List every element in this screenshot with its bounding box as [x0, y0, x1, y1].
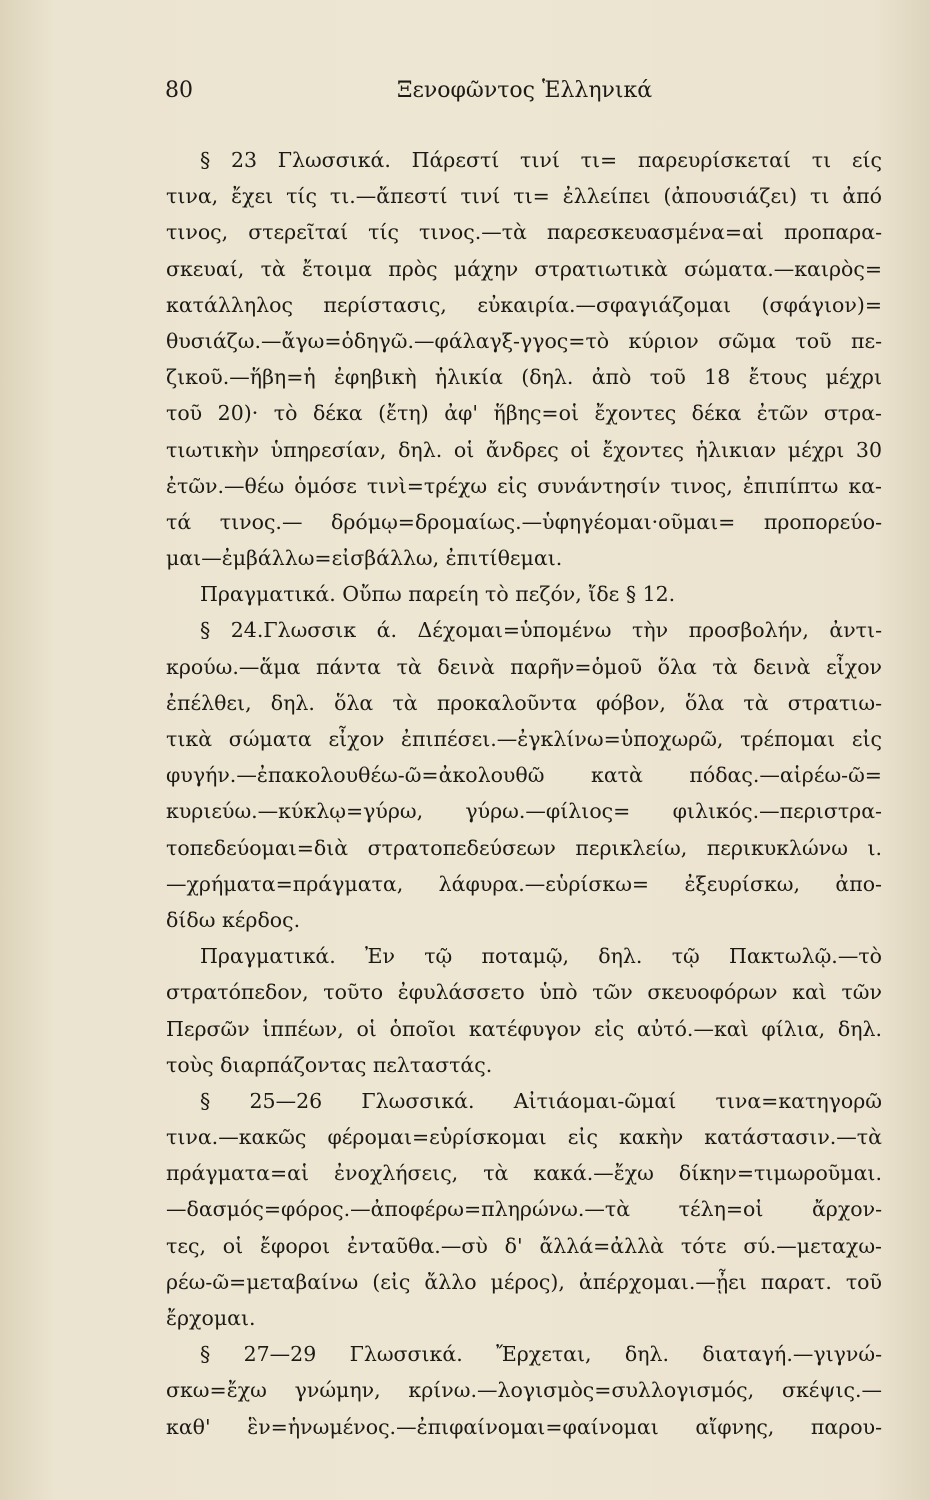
- text-line: ρέω-ῶ=μεταβαίνω (εἰς ἄλλο μέρος), ἀπέρχομαι.—ᾖει παρατ. τοῦ: [166, 1269, 882, 1294]
- text-line: σκευαί, τὰ ἔτοιμα πρὸς μάχην στρατιωτικὰ σώματα.—καιρὸς=: [166, 256, 882, 281]
- text-line: τικὰ σώματα εἶχον ἐπιπέσει.—ἐγκλίνω=ὑποχωρῶ, τρέπομαι εἰς: [166, 727, 882, 751]
- text-line: ἐπέλθει, δηλ. ὅλα τὰ προκαλοῦντα φόβον, ὅλα τὰ στρατιω-: [166, 690, 882, 715]
- text-line: τοπεδεύομαι=διὰ στρατοπεδεύσεων περικλείω, περικυκλώνω ι.: [166, 835, 882, 860]
- text-line: —δασμός=φόρος.—ἀποφέρω=πληρώνω.—τὰ τέλη=οἱ ἄρχον-: [166, 1197, 882, 1222]
- text-line: τοὺς διαρπάζοντας πελταστάς.: [166, 1052, 493, 1077]
- text-line: Περσῶν ἱππέων, οἱ ὁποῖοι κατέφυγον εἰς αὐτό.—καὶ φίλια, δηλ.: [166, 1016, 882, 1041]
- text-line: § 27—29 Γλωσσικά. Ἔρχεται, δηλ. διαταγή.—γιγνώ-: [200, 1342, 882, 1367]
- text-line: Πραγματικά. Οὔπω παρείη τὸ πεζόν, ἴδε § 12.: [200, 582, 676, 607]
- text-line: Πραγματικά. Ἐν τῷ ποταμῷ, δηλ. τῷ Πακτωλῷ.—τὸ: [200, 944, 882, 969]
- text-line: ἔρχομαι.: [166, 1306, 256, 1330]
- page-header: [165, 78, 825, 118]
- text-line: κυριεύω.—κύκλῳ=γύρω, γύρω.—φίλιος= φιλικός.—περιστρα-: [166, 799, 882, 824]
- text-line: κατάλληλος περίστασις, εὐκαιρία.—σφαγιάζομαι (σφάγιον)=: [166, 292, 882, 317]
- text-line: κρούω.—ἅμα πάντα τὰ δεινὰ παρῆν=ὁμοῦ ὅλα τὰ δεινὰ εἶχον: [166, 654, 882, 679]
- text-line: —χρήματα=πράγματα, λάφυρα.—εὑρίσκω= ἐξευρίσκω, ἀπο-: [166, 871, 882, 896]
- text-line: στρατόπεδον, τοῦτο ἐφυλάσσετο ὑπὸ τῶν σκευοφόρων καὶ τῶν: [166, 980, 882, 1005]
- text-line: § 25—26 Γλωσσικά. Αἰτιάομαι-ῶμαί τινα=κατηγορῶ: [200, 1088, 882, 1113]
- text-line: μαι—ἐμβάλλω=εἰσβάλλω, ἐπιτίθεμαι.: [166, 546, 563, 571]
- page-number: 80: [165, 78, 193, 103]
- text-line: τες, οἱ ἔφοροι ἐνταῦθα.—σὺ δ' ἄλλά=ἀλλὰ τότε σύ.—μεταχω-: [166, 1233, 882, 1258]
- text-line: πράγματα=αἱ ἐνοχλήσεις, τὰ κακά.—ἔχω δίκην=τιμωροῦμαι.: [166, 1161, 882, 1186]
- text-line: ζικοῦ.—ἥβη=ἡ ἐφηβικὴ ἡλικία (δηλ. ἀπὸ τοῦ 18 ἔτους μέχρι: [166, 365, 882, 390]
- text-line: τινα, ἔχει τίς τι.—ἄπεστί τινί τι= ἐλλείπει (ἀπουσιάζει) τι ἀπό: [166, 184, 882, 209]
- text-line: φυγήν.—ἐπακολουθέω-ῶ=ἀκολουθῶ κατὰ πόδας.—αἱρέω-ῶ=: [166, 763, 882, 788]
- text-line: θυσιάζω.—ἄγω=ὁδηγῶ.—φάλαγξ-γγος=τὸ κύριον σῶμα τοῦ πε-: [166, 328, 882, 353]
- text-line: τά τινος.— δρόμῳ=δρομαίως.—ὑφηγέομαι·οῦμαι= προπορεύο-: [166, 509, 882, 534]
- body-text: [166, 142, 882, 1445]
- text-line: τοῦ 20)· τὸ δέκα (ἔτη) ἀφ' ἥβης=οἱ ἔχοντες δέκα ἐτῶν στρα-: [166, 401, 882, 426]
- text-line: § 24.Γλωσσικ ά. Δέχομαι=ὑπομένω τὴν προσβολήν, ἀντι-: [200, 618, 882, 643]
- text-line: τινα.—κακῶς φέρομαι=εὑρίσκομαι εἰς κακὴν κατάστασιν.—τὰ: [166, 1125, 882, 1150]
- text-line: καθ' ἓν=ἡνωμένος.—ἐπιφαίνομαι=φαίνομαι αἴφνης, παρου-: [166, 1414, 882, 1439]
- text-line: δίδω κέρδος.: [166, 907, 301, 932]
- text-line: σκω=ἔχω γνώμην, κρίνω.—λογισμὸς=συλλογισμός, σκέψις.—: [166, 1378, 882, 1403]
- running-title: Ξενοφῶντος Ἑλληνικά: [397, 78, 653, 103]
- text-line: § 23 Γλωσσικά. Πάρεστί τινί τι= παρευρίσκεταί τι είς: [200, 148, 882, 172]
- text-line: τινος, στερεῖταί τίς τινος.—τὰ παρεσκευασμένα=αἱ προπαρα-: [166, 220, 882, 245]
- text-line: τιωτικὴν ὑπηρεσίαν, δηλ. οἱ ἄνδρες οἱ ἔχοντες ἡλικιαν μέχρι 30: [166, 437, 882, 462]
- text-line: ἐτῶν.—θέω ὁμόσε τινὶ=τρέχω εἰς συνάντησίν τινος, ἐπιπίπτω κα-: [166, 473, 882, 498]
